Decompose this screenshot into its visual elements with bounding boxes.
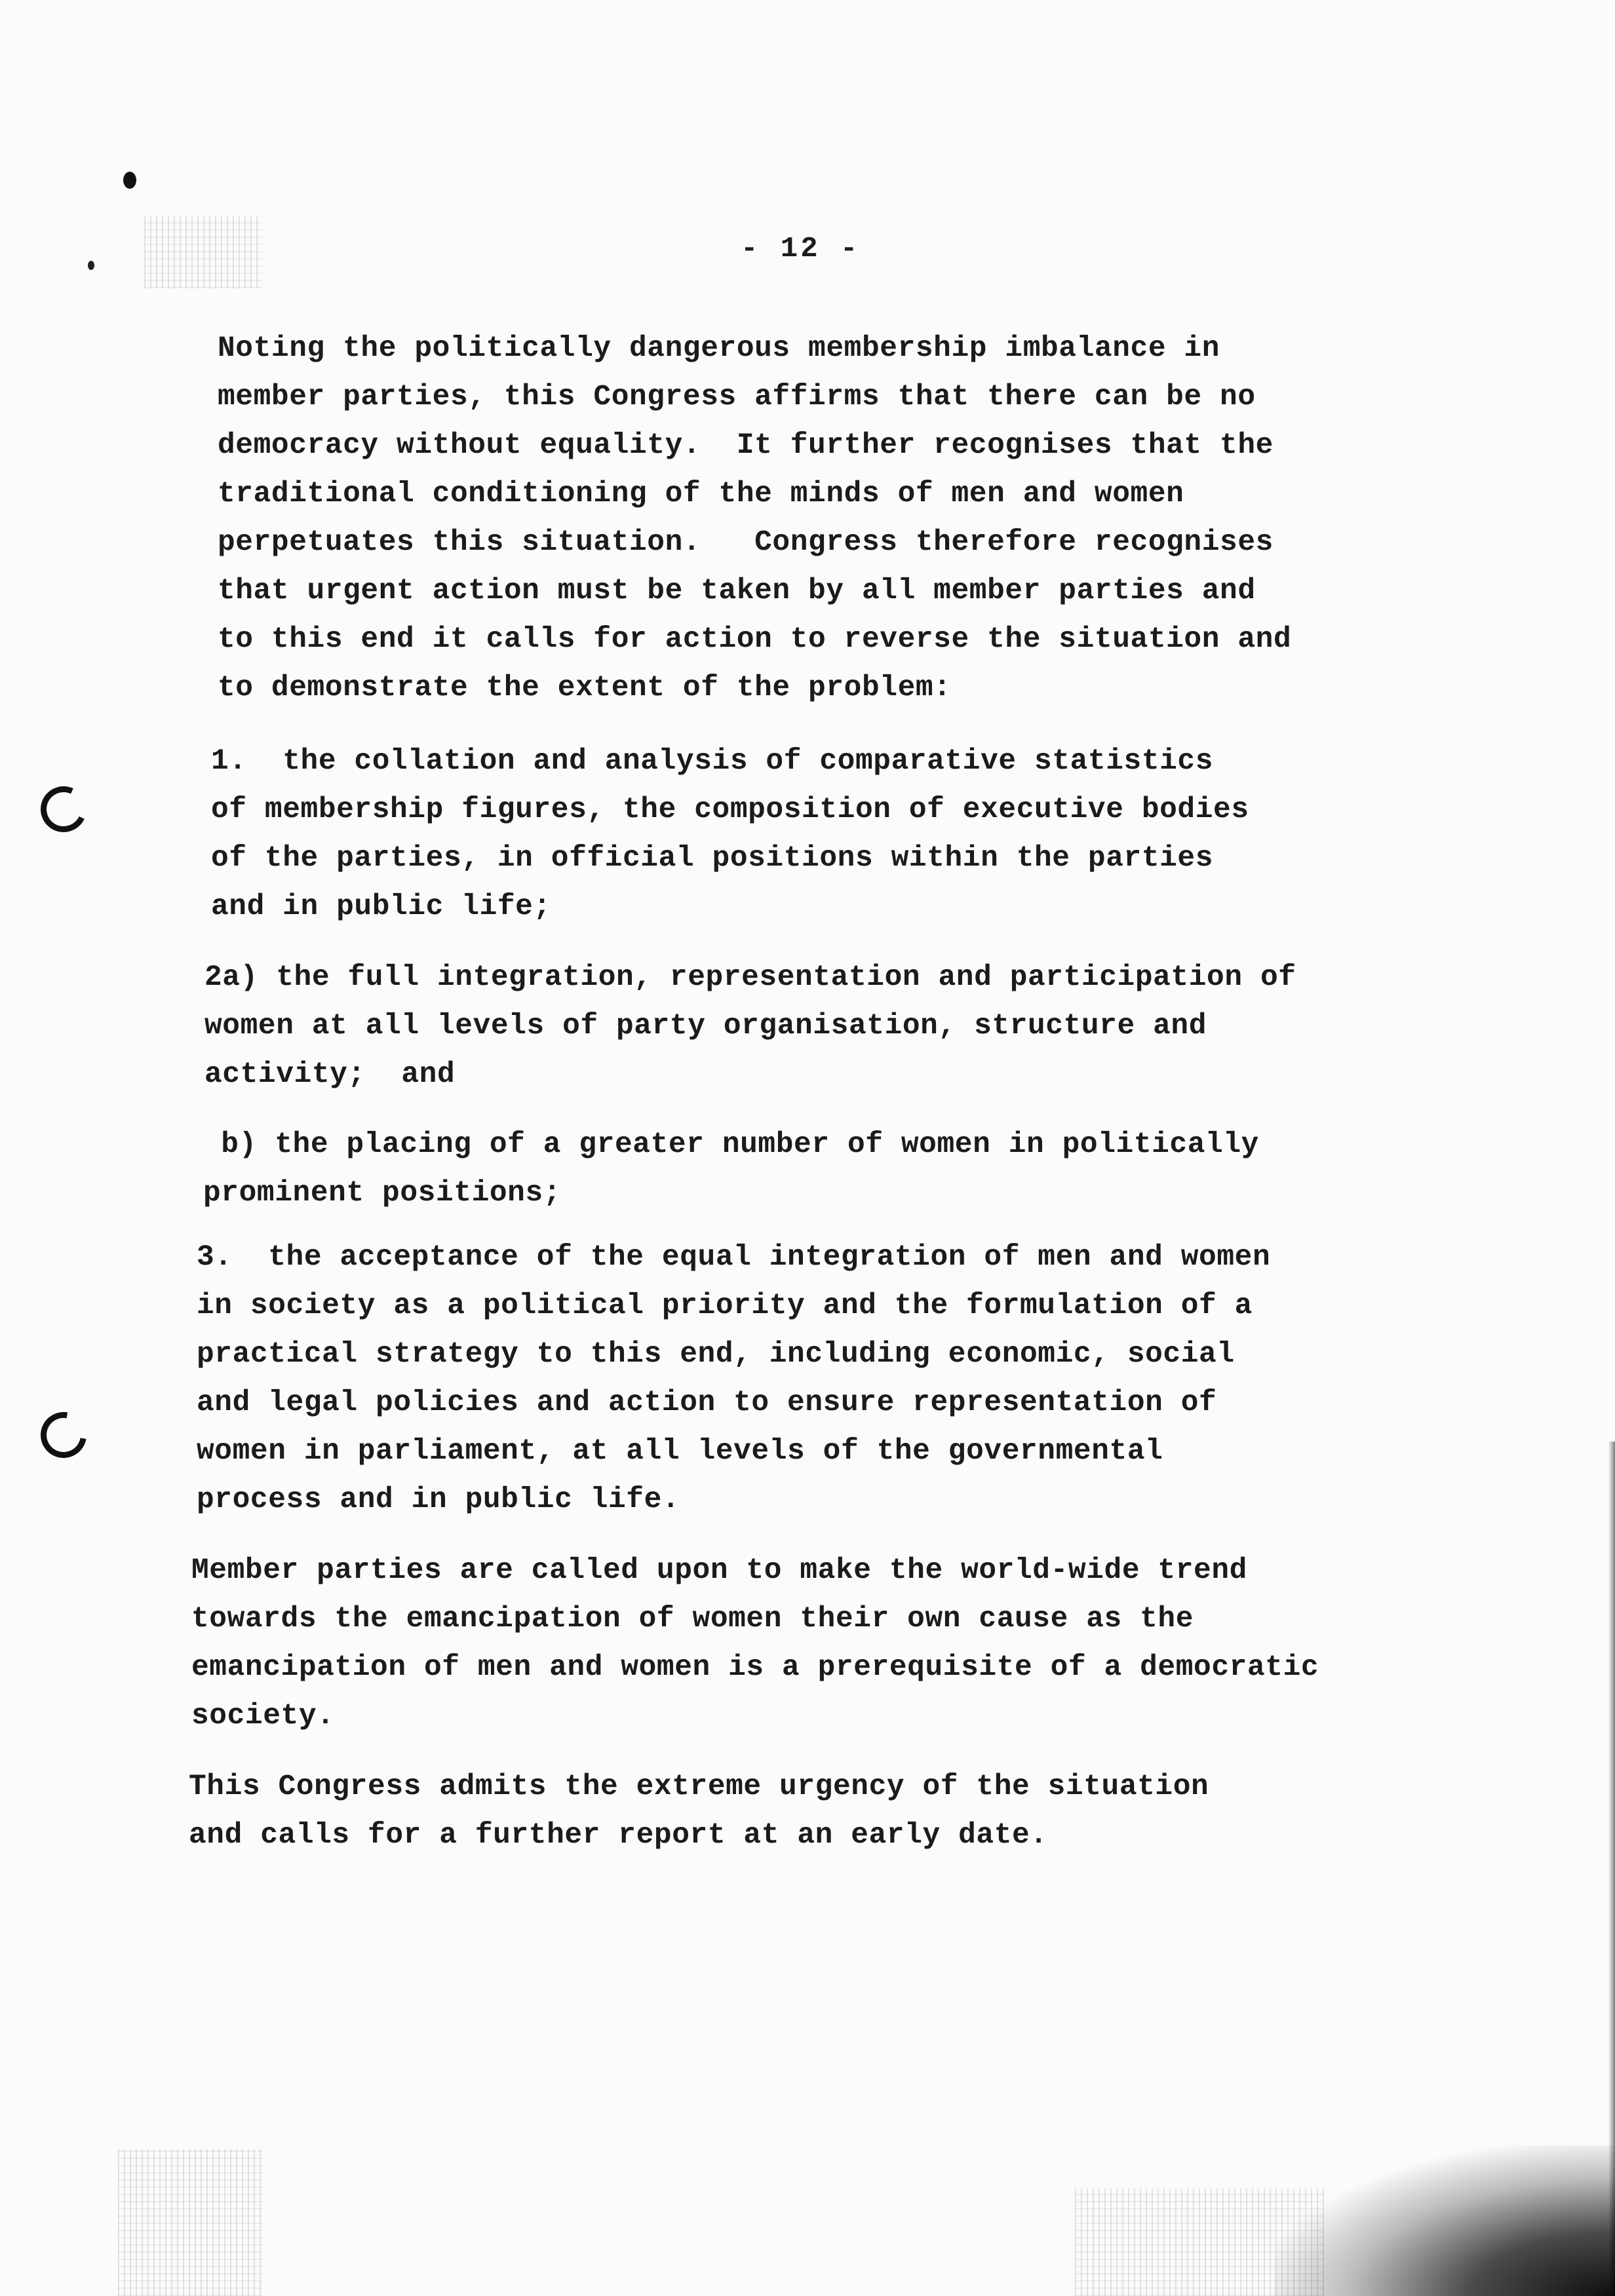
scan-noise bbox=[144, 216, 262, 288]
list-item-2a: 2a) the full integration, representation and participation of women at all levels of party organisation, structure and activity; and bbox=[204, 961, 1296, 1091]
closing-paragraph: This Congress admits the extreme urgency of the situation and calls for a further report at an early date. bbox=[189, 1770, 1209, 1852]
page-number: - 12 - bbox=[741, 233, 861, 265]
scan-edge-shadow bbox=[1608, 1442, 1615, 2296]
punch-hole-mark bbox=[34, 780, 93, 839]
scan-corner-shadow bbox=[1274, 2145, 1615, 2296]
list-item-1: 1. the collation and analysis of comparative statistics of membership figures, the composition of executive bodies of the parties, in official positions within the parties and in public life; bbox=[211, 745, 1249, 923]
scan-speck bbox=[88, 261, 94, 270]
scan-noise bbox=[118, 2149, 262, 2296]
intro-paragraph: Noting the politically dangerous membership imbalance in member parties, this Congress affirms that there can be no democracy without equality. It further recognises that the traditional conditioning of the minds of men and women perpetuates this situation. Congress therefore recognises that urgent action must be taken by all member parties and to this end it calls for action to reverse the situation and to demonstrate the extent of the problem: bbox=[218, 332, 1292, 704]
punch-hole-mark bbox=[31, 1403, 95, 1466]
list-item-3: 3. the acceptance of the equal integration of men and women in society as a political priority and the formulation of a practical strategy to this end, including economic, social and legal policies and action to ensure representation of women in parliament, at all levels of the governmental process and in public life. bbox=[197, 1241, 1271, 1516]
scan-speck bbox=[123, 172, 136, 189]
list-item-2b: b) the placing of a greater number of women in politically prominent positions; bbox=[203, 1128, 1259, 1210]
member-parties-paragraph: Member parties are called upon to make the world-wide trend towards the emancipation of women their own cause as the emancipation of men and women is a prerequisite of a democratic society. bbox=[191, 1554, 1319, 1732]
